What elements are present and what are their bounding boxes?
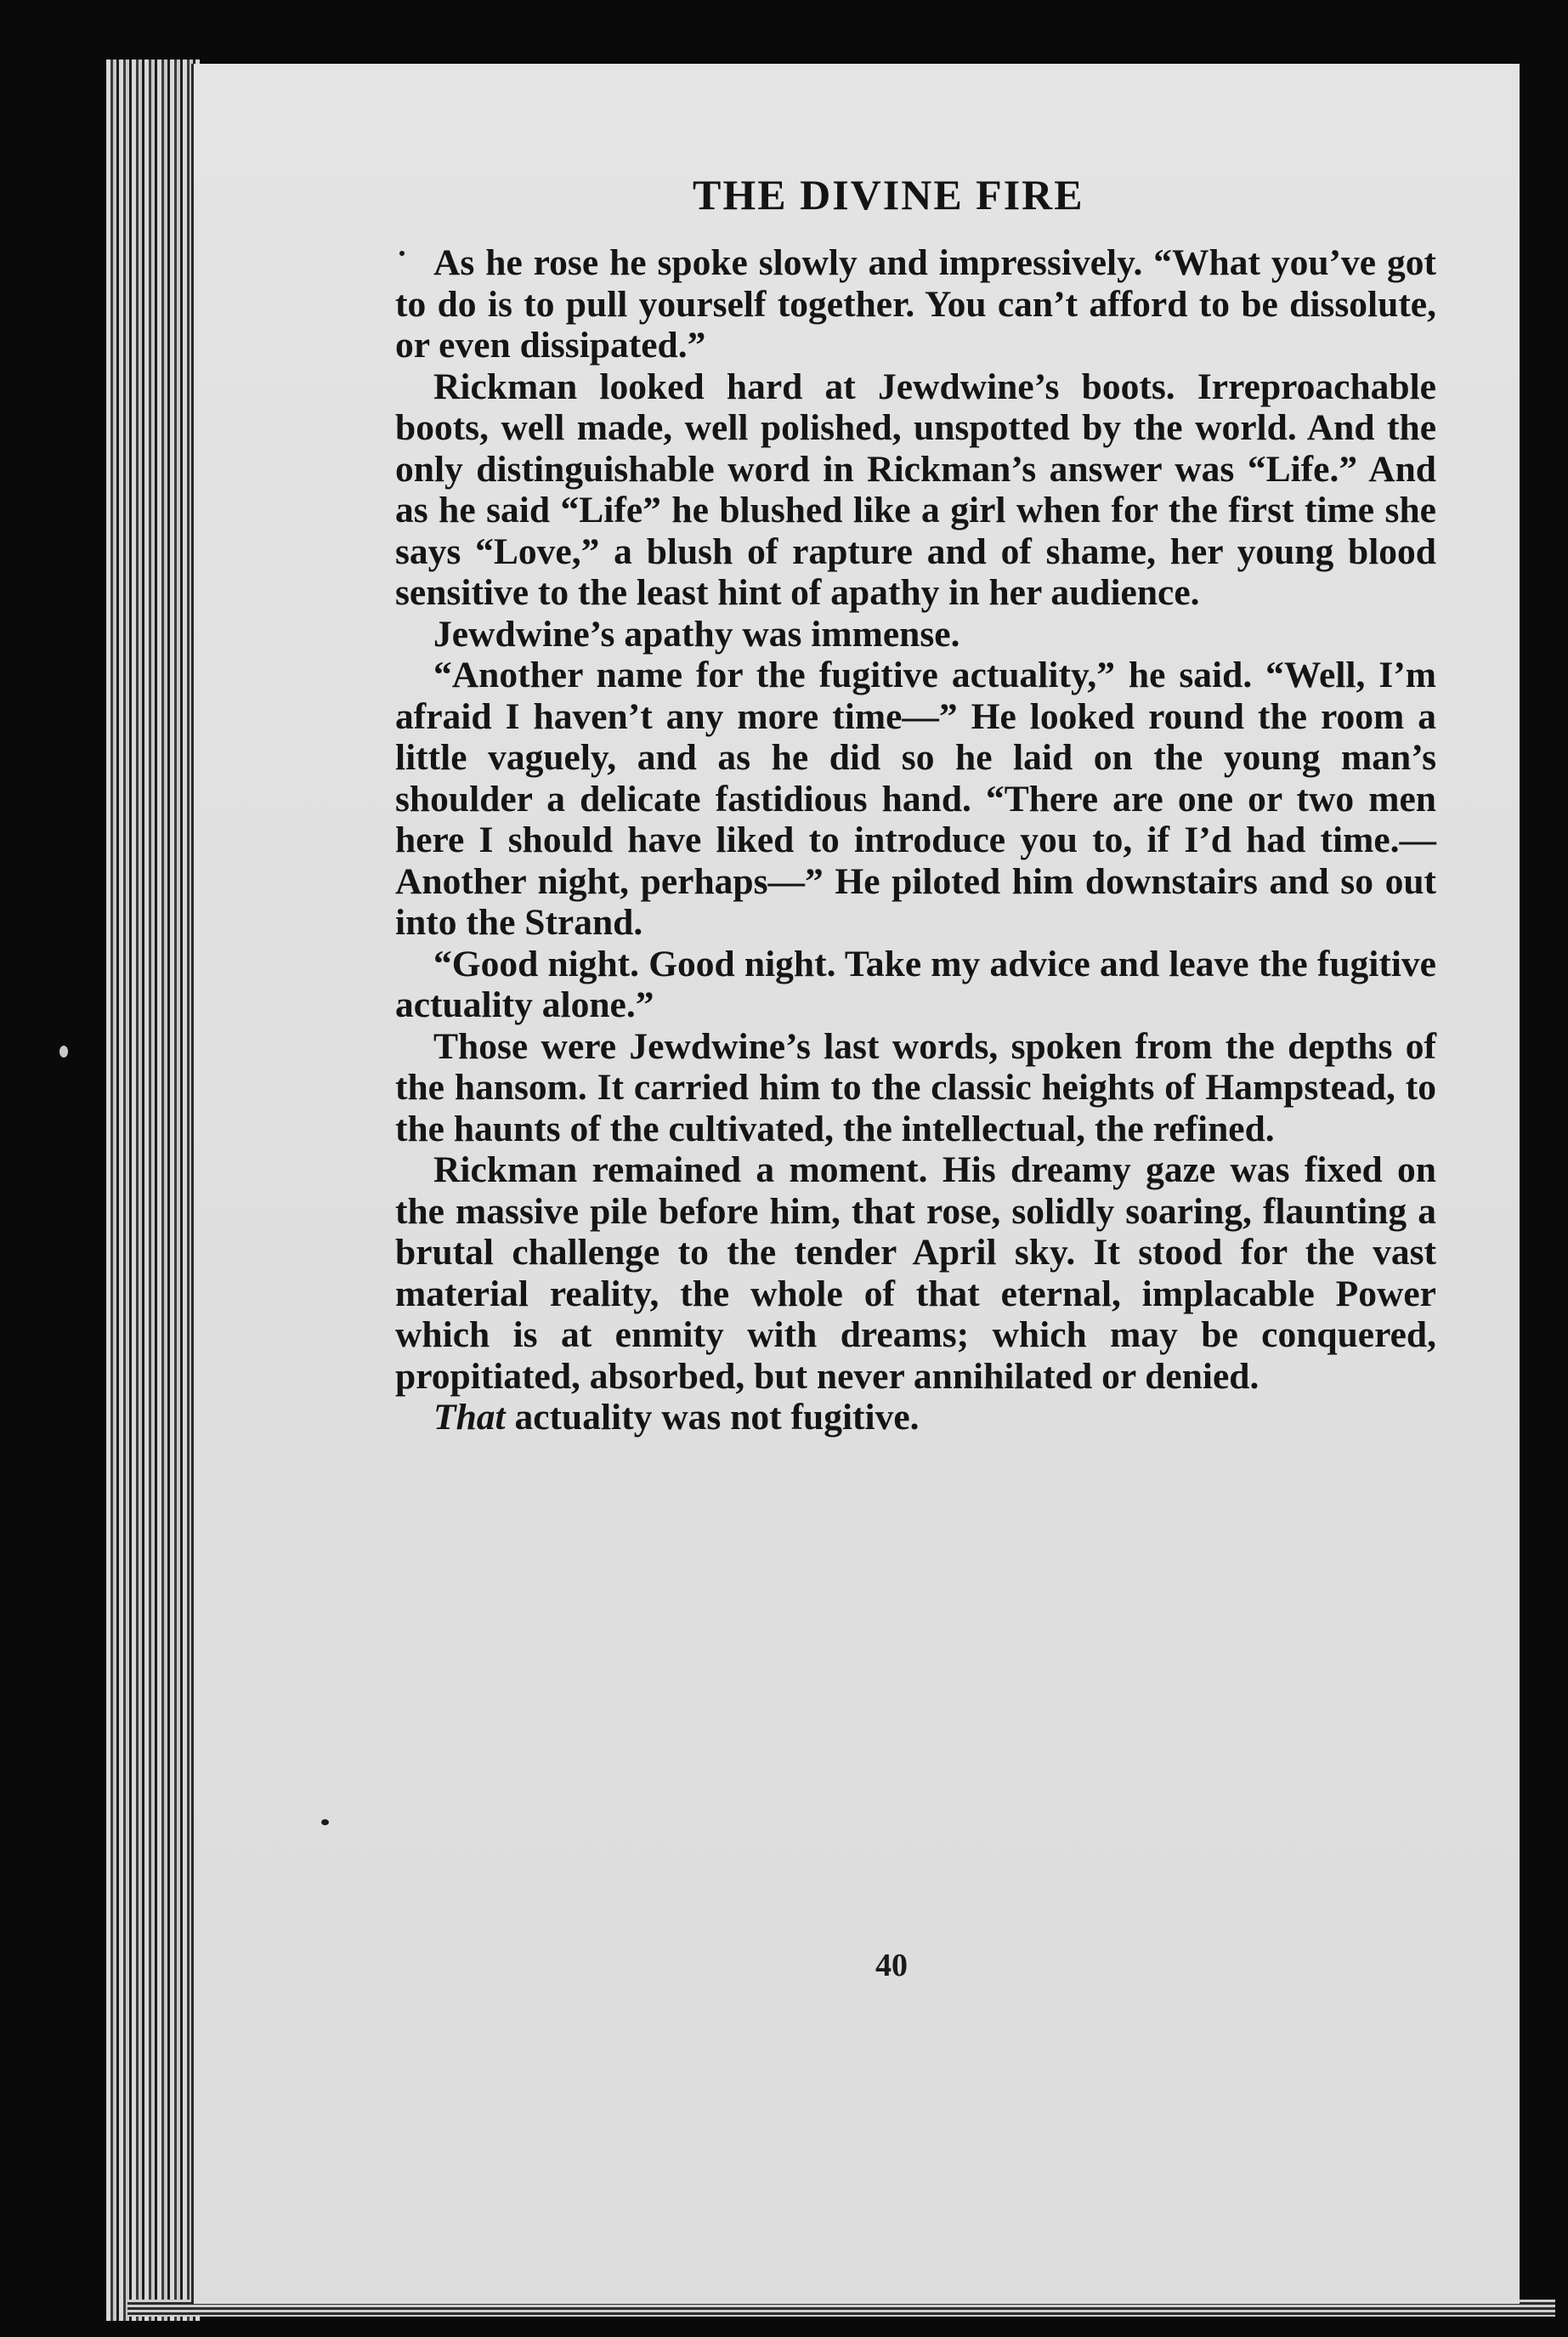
- paragraph: Rickman remained a moment. His dreamy gaze was fixed on the massive pile before him, that rose, solidly soaring, flaunting a brutal challenge to the tender April sky. It stood for the vast material reality, the whole of that eternal, implacable Power which is at enmity with dreams; which may be conquered, propitiated, absorbed, but never annihilated or denied.: [395, 1149, 1436, 1397]
- paragraph: “Good night. Good night. Take my advice and leave the fugitive actuality alone.”: [395, 943, 1436, 1025]
- paragraph: Those were Jewdwine’s last words, spoken from the depths of the hansom. It carried him to the classic heights of Hampstead, to the haunts of the cultivated, the intellectual, the refined.: [395, 1025, 1436, 1149]
- final-paragraph: [395, 1397, 1436, 1438]
- dust-speck: [59, 1046, 68, 1058]
- paragraph: As he rose he spoke slowly and impressively. “What you’ve got to do is to pull yourself together. You can’t afford to be dissolute, or even dissipated.”: [395, 242, 1436, 366]
- final-paragraph-text: actuality was not fugitive.: [505, 1397, 920, 1438]
- paragraph: Jewdwine’s apathy was immense.: [433, 613, 960, 655]
- italic-word: That: [433, 1397, 506, 1438]
- dust-speck: [321, 1819, 329, 1825]
- dust-speck: [399, 251, 405, 256]
- page-edges: [106, 60, 200, 2321]
- running-head: THE DIVINE FIRE: [693, 171, 1084, 218]
- paragraph: Rickman looked hard at Jewdwine’s boots. Irreproachable boots, well made, well polished, unspotted by the world. And the only distinguishable word in Rickman’s answer was “Life.” And as he said “Life” he blushed like a girl when for the first time she says “Love,” a blush of rapture and of shame, her young blood sensitive to the least hint of apathy in her audience.: [395, 366, 1436, 613]
- paragraph: “Another name for the fugitive actuality,” he said. “Well, I’m afraid I haven’t any more time—” He looked round the room a little vaguely, and as he did so he laid on the young man’s shoulder a delicate fastidious hand. “There are one or two men here I should have liked to introduce you to, if I’d had time.—Another night, perhaps—” He piloted him downstairs and so out into the Strand.: [395, 655, 1436, 943]
- body-text: [395, 242, 1436, 1438]
- page-number: 40: [875, 1948, 908, 1983]
